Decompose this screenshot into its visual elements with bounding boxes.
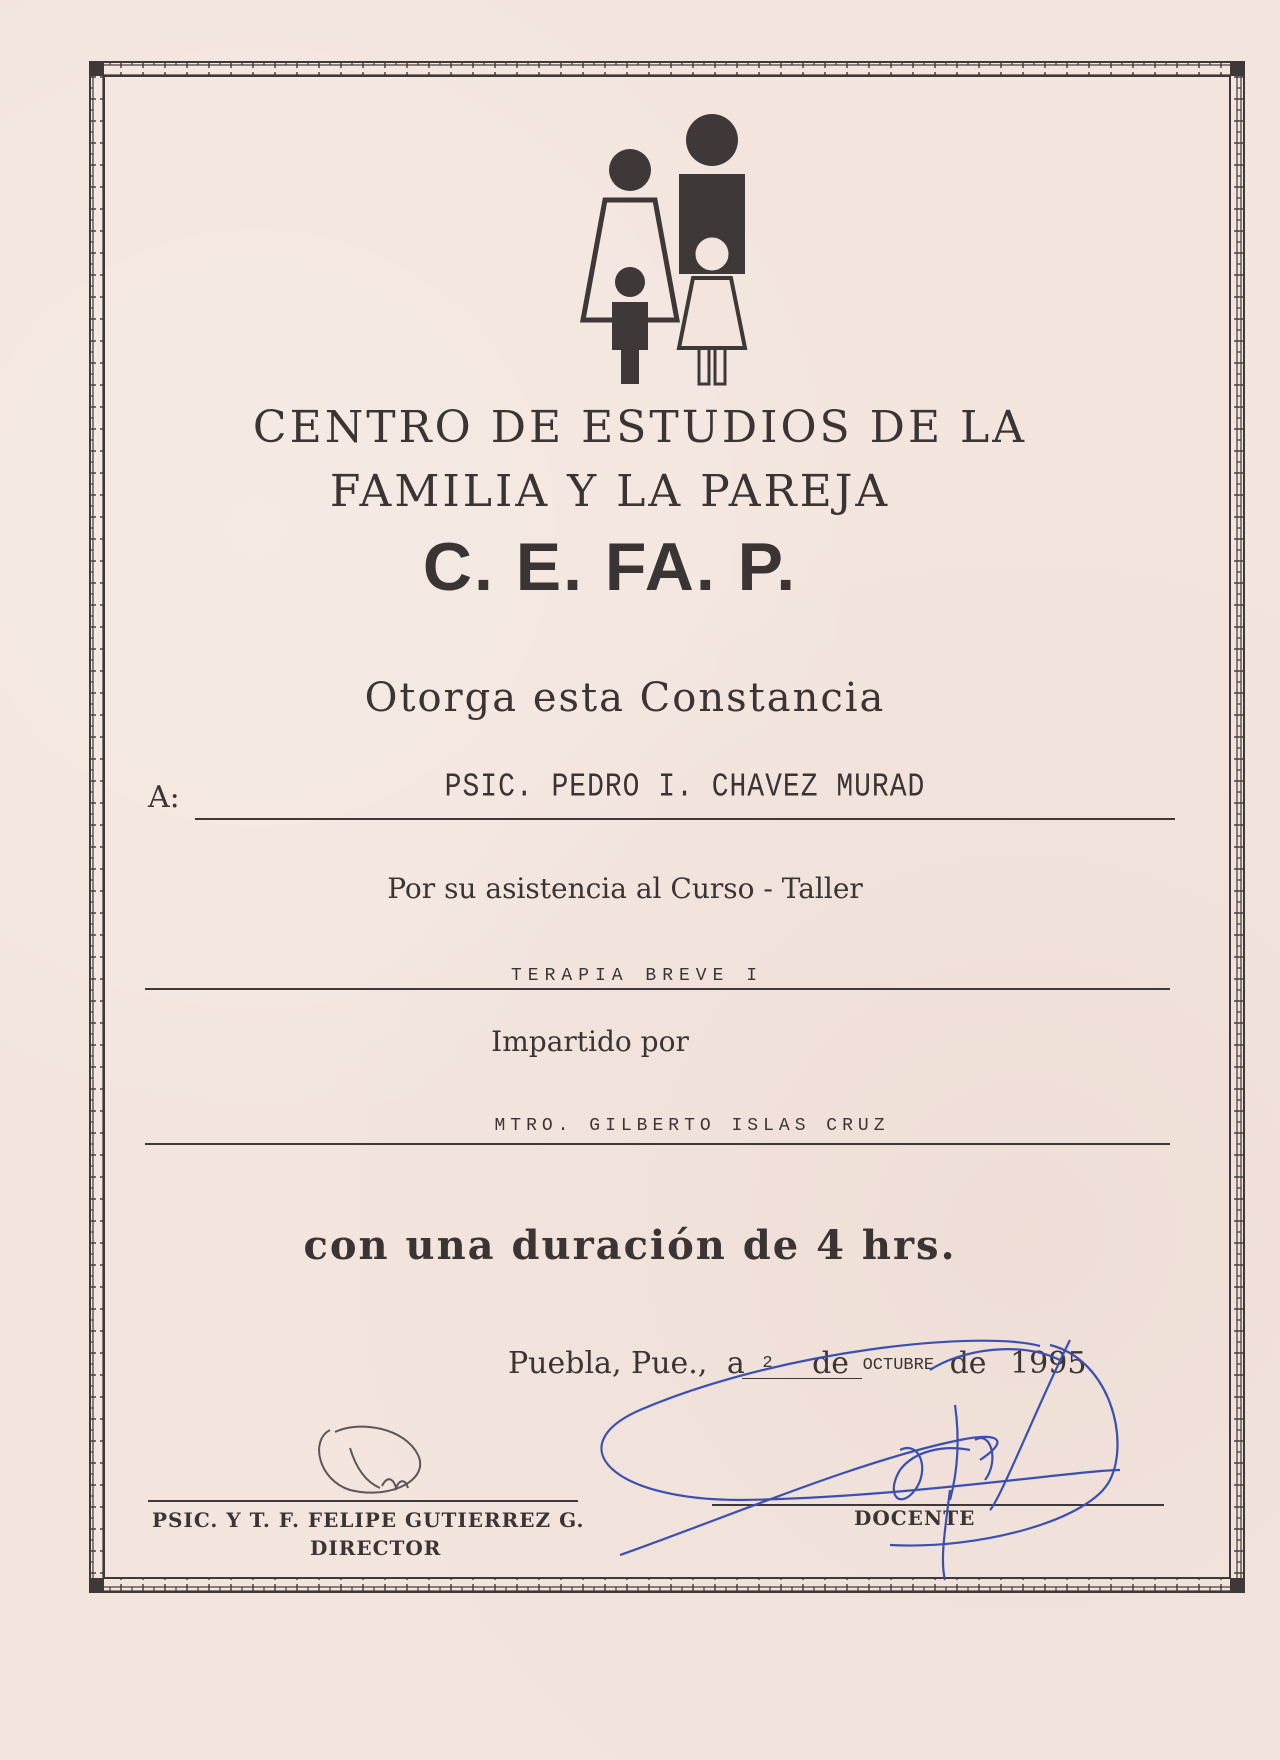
docente-signature (601, 1340, 1120, 1580)
taught-by-label: Impartido por (491, 1025, 689, 1058)
director-name: PSIC. Y T. F. FELIPE GUTIERREZ G. (152, 1508, 585, 1532)
institution-acronym: C. E. FA. P. (422, 529, 798, 605)
docente-title: DOCENTE (854, 1506, 976, 1530)
certificate-heading: Otorga esta Constancia (364, 675, 886, 721)
date-year: 1995 (1010, 1346, 1087, 1381)
date-prefix: a (726, 1346, 745, 1381)
recipient-name: PSIC. PEDRO I. CHAVEZ MURAD (444, 768, 926, 807)
course-name: TERAPIA BREVE I (510, 966, 764, 986)
instructor-name: MTRO. GILBERTO ISLAS CRUZ (494, 1116, 890, 1136)
director-title: DIRECTOR (310, 1536, 442, 1560)
course-intro: Por su asistencia al Curso - Taller (387, 872, 863, 905)
course-duration: con una duración de 4 hrs. (303, 1222, 957, 1269)
director-signature (319, 1427, 420, 1493)
recipient-label: A: (148, 780, 180, 815)
institution-name-line1: CENTRO DE ESTUDIOS DE LA (252, 402, 1028, 453)
date-place: Puebla, Pue., (508, 1346, 708, 1381)
institution-name-line2: FAMILIA Y LA PAREJA (329, 466, 891, 517)
date-de-2: de (949, 1346, 987, 1381)
date-month: OCTUBRE (862, 1356, 935, 1375)
date-de-1: de (812, 1346, 850, 1381)
date-day: 2 (762, 1354, 773, 1373)
